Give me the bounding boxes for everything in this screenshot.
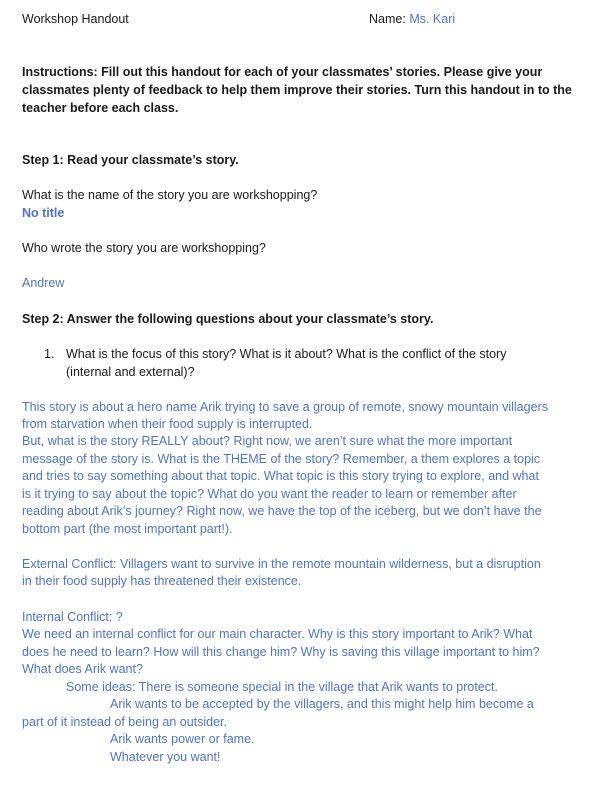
answer-summary-line-1: This story is about a hero name Arik trying to save a group of remote, snowy mountain villagers (22, 400, 548, 414)
answer-ideas-line-2a: Arik wants to be accepted by the villagers, and this might help him become a (110, 697, 534, 711)
name-label: Name: (369, 12, 406, 26)
answer-theme-line-1: But, what is the story REALLY about? Right now, we aren’t sure what the more important (22, 434, 513, 448)
answer-theme-line-4: is it trying to say about the topic? What do you want the reader to learn or remember after (22, 487, 517, 501)
answer-ideas-line-1: Some ideas: There is someone special in the village that Arik wants to protect. (66, 680, 498, 694)
answer-ideas-line-2b: part of it instead of being an outsider. (22, 715, 227, 729)
answer-external-line-1: External Conflict: Villagers want to survive in the remote mountain wilderness, but a disruption (22, 557, 541, 571)
answer-theme-line-5: reading about Arik’s journey? Right now, we have the top of the iceberg, but we don’t have the (22, 504, 542, 518)
answer-ideas-line-4: Whatever you want! (110, 750, 221, 764)
instructions-line-2: classmates plenty of feedback to help them improve their stories. Turn this handout in to the (22, 83, 572, 97)
answer-external-line-2: in their food supply has threatened their existence. (22, 574, 302, 588)
question-1-number: 1. (44, 347, 55, 361)
question-1-line-2: (internal and external)? (66, 365, 195, 379)
question-story-author: Who wrote the story you are workshopping? (22, 241, 266, 255)
name-value: Ms. Kari (409, 12, 456, 26)
answer-summary-line-2: from starvation when their food supply is interrupted. (22, 417, 313, 431)
answer-internal-line-2: does he need to learn? How will this change him? Why is saving this village important to him? (22, 645, 540, 659)
answer-theme-line-2: message of the story is. What is the THEME of the story? Remember, a them explores a topic (22, 452, 541, 466)
step2-heading: Step 2: Answer the following questions about your classmate’s story. (22, 312, 434, 326)
answer-story-name: No title (22, 206, 65, 220)
step1-heading: Step 1: Read your classmate’s story. (22, 153, 239, 167)
answer-ideas-line-3: Arik wants power or fame. (110, 732, 255, 746)
question-story-name: What is the name of the story you are workshopping? (22, 188, 318, 202)
answer-internal-label: Internal Conflict: ? (22, 610, 123, 624)
instructions-line-1: Instructions: Fill out this handout for each of your classmates’ stories. Please give your (22, 65, 543, 79)
answer-theme-line-3: and tries to say something about that topic. What topic is this story trying to explore, and what (22, 469, 539, 483)
answer-theme-line-6: bottom part (the most important part!). (22, 522, 233, 536)
question-1-line-1: What is the focus of this story? What is it about? What is the conflict of the story (66, 347, 507, 361)
handout-title: Workshop Handout (22, 12, 129, 26)
answer-internal-line-3: What does Arik want? (22, 662, 143, 676)
answer-internal-line-1: We need an internal conflict for our main character. Why is this story important to Arik? What (22, 627, 533, 641)
answer-story-author: Andrew (22, 276, 65, 290)
name-field (369, 11, 455, 28)
instructions-line-3: teacher before each class. (22, 101, 179, 115)
